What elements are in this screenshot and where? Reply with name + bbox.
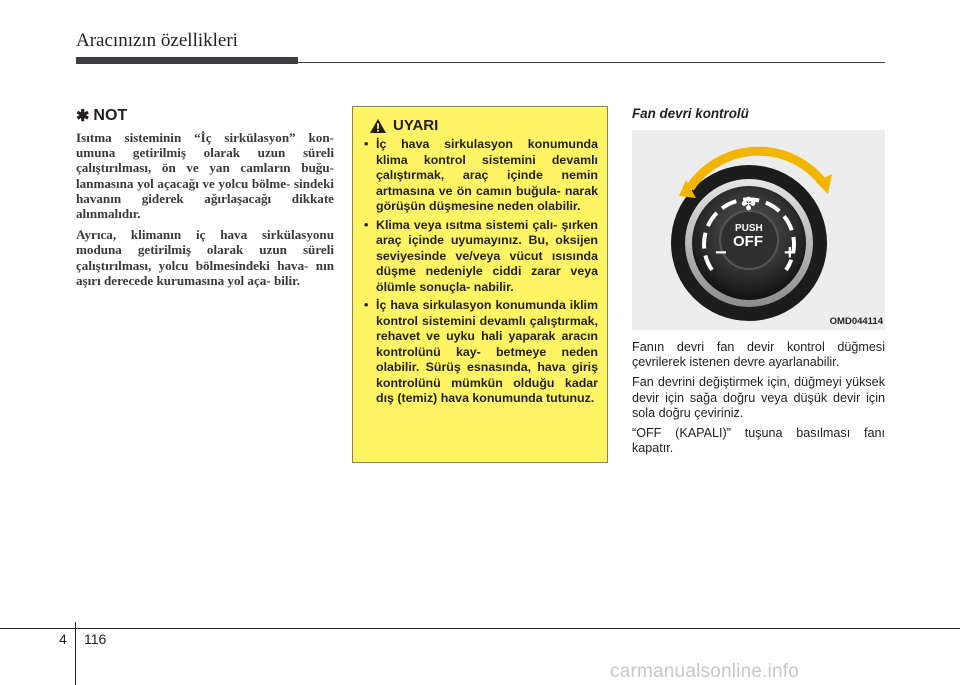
fan-paragraph-3: “OFF (KAPALI)” tuşuna basılması fanı kapatır. (632, 426, 885, 456)
section-number: 4 (59, 631, 67, 647)
watermark: carmanualsonline.info (610, 661, 800, 682)
fan-paragraph-1: Fanın devri fan devir kontrol düğmesi çevrilerek istenen devre ayarlanabilir. (632, 340, 885, 370)
note-paragraph-1: Isıtma sisteminin “İç sirkülasyon” kon- umuna getirilmiş olarak uzun süreli çalıştırılması, ön ve yan camların buğu- lanmasına yol açacağı ve yolcu bölme- sindeki havanın giderek ağırlaşacağı dikkate alınmalıdır. (76, 130, 334, 222)
warning-box (352, 106, 608, 463)
warning-item: • Klima veya ısıtma sistemi çalı- şırken araç içinde uyumayınız. Bu, oksijen seviyesinde ve/veya vücut ısısında düşme nedeniyle ciddi zarar veya ölümle sonuçla- nabilir. (363, 218, 598, 296)
header-rule (298, 62, 885, 63)
warning-triangle-icon (369, 118, 387, 134)
knob-off-label: OFF (733, 233, 763, 250)
footer-vertical-rule (75, 622, 76, 685)
note-heading (76, 106, 334, 126)
warning-item: • İç hava sirkulasyon konumunda klima kontrol sistemini devamlı çalıştırmak, araç içinde nemin artmasına ve ön camın buğula- narak görüşün düşmesine neden olabilir. (363, 137, 598, 215)
knob-plus-label: + (784, 242, 796, 264)
fan-section-title: Fan devri kontrolü (632, 106, 749, 121)
asterisk-icon: ✱ (76, 108, 90, 125)
warning-heading (369, 117, 598, 134)
fan-knob-illustration (632, 130, 885, 330)
knob-push-label: PUSH (735, 223, 763, 234)
page-number: 116 (84, 631, 107, 647)
note-section (76, 106, 334, 294)
fan-icon: ✤ (741, 194, 757, 214)
warning-heading-text: UYARI (393, 117, 439, 134)
note-heading-text: NOT (93, 107, 128, 124)
note-paragraph-2: Ayrıca, klimanın iç hava sirkülasyonu moduna getirilmiş olarak uzun süreli çalıştırılması, yolcu bölmesindeki hava- nın aşırı derecede kurumasına yol aça- bilir. (76, 227, 334, 288)
fan-paragraph-2: Fan devrini değiştirmek için, düğmeyi yüksek devir için sağa doğru veya düşük devir için sola doğru çeviriniz. (632, 375, 885, 420)
fan-description (632, 340, 885, 461)
footer-horizontal-rule (0, 628, 960, 629)
warning-list (363, 137, 598, 407)
image-code: OMD044114 (829, 316, 883, 327)
warning-item: • İç hava sirkulasyon konumunda iklim kontrol sistemini devamlı çalıştırmak, rehavet ve uyku hali yaparak aracın kontrolünü kay- betmeye neden olabilir. Sürüş esnasında, hava giriş kontrolünü mümkün olduğu kadar dış (temiz) hava konumunda tutunuz. (363, 298, 598, 407)
knob-minus-label: − (715, 242, 727, 264)
header-bar (76, 57, 298, 64)
header-title: Aracınızın özellikleri (76, 30, 238, 51)
